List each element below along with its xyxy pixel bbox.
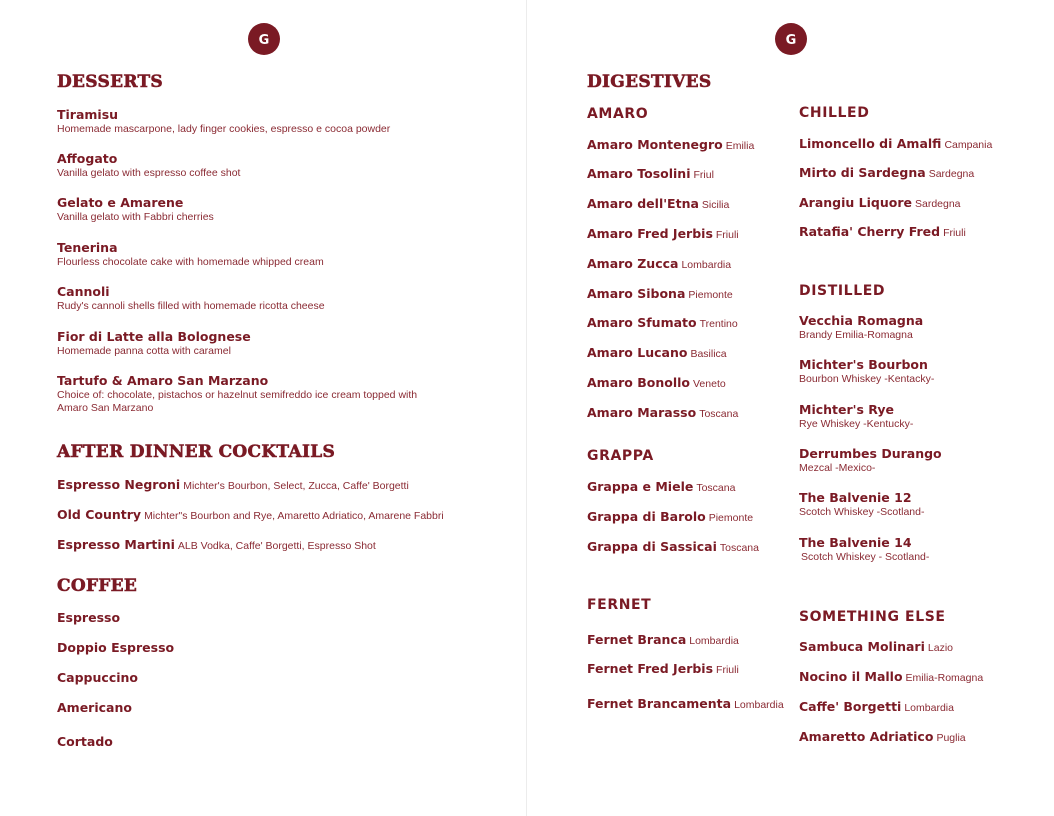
item-origin: Veneto	[693, 378, 726, 390]
coffee-heading: COFFEE	[57, 576, 138, 596]
menu-item	[587, 479, 735, 496]
menu-item	[57, 700, 132, 716]
item-name: Espresso Negroni	[57, 477, 181, 492]
item-name: Amaro Bonollo	[587, 375, 690, 390]
item-name: The Balvenie 14	[799, 535, 912, 550]
something-else-heading: SOMETHING ELSE	[799, 609, 946, 625]
cocktails-heading: AFTER DINNER COCKTAILS	[57, 442, 336, 462]
menu-item	[57, 329, 457, 358]
menu-page-right	[527, 0, 1054, 816]
menu-item	[799, 535, 1039, 564]
item-desc: Vanilla gelato with espresso coffee shot	[57, 167, 241, 179]
menu-item	[57, 284, 457, 313]
item-name: Tenerina	[57, 240, 118, 255]
item-desc: ALB Vodka, Caffe' Borgetti, Espresso Shot	[177, 540, 376, 552]
item-origin: Friul	[693, 169, 714, 181]
item-origin: Sicilia	[701, 199, 730, 211]
item-origin: Toscana	[696, 482, 736, 494]
menu-item	[57, 640, 174, 656]
item-name: Espresso	[57, 610, 121, 625]
menu-item	[799, 699, 954, 716]
item-origin: Lombardia	[904, 702, 954, 714]
menu-item	[799, 224, 966, 241]
item-origin: Friuli	[943, 227, 966, 239]
menu-item	[799, 446, 1039, 475]
item-desc: Choice of: chocolate, pistachos or hazelnut semifreddo ice cream topped with Amaro San Marzano	[57, 389, 418, 414]
menu-item	[587, 315, 738, 332]
item-name: Mirto di Sardegna	[799, 165, 926, 180]
item-name: Amaro Lucano	[587, 345, 688, 360]
item-desc: Homemade panna cotta with caramel	[57, 345, 231, 357]
item-name: Cannoli	[57, 284, 110, 299]
item-origin: Emilia-Romagna	[905, 672, 984, 684]
digestives-heading: DIGESTIVES	[587, 72, 712, 92]
amaro-heading: AMARO	[587, 106, 649, 122]
menu-item	[799, 639, 953, 656]
menu-item	[587, 345, 727, 362]
item-name: Fernet Branca	[587, 632, 687, 647]
item-name: Grappa e Miele	[587, 479, 694, 494]
item-desc: Homemade mascarpone, lady finger cookies, espresso e cocoa powder	[57, 123, 391, 135]
item-name: Amaro Fred Jerbis	[587, 226, 713, 241]
item-origin: Sardegna	[928, 168, 975, 180]
item-origin: Sardegna	[914, 198, 961, 210]
menu-item	[799, 165, 974, 182]
logo-g: G	[248, 23, 280, 55]
menu-item	[587, 509, 753, 526]
item-desc: Michter"s Bourbon and Rye, Amaretto Adriatico, Amarene Fabbri	[144, 510, 444, 522]
menu-item	[799, 729, 966, 746]
item-name: Gelato e Amarene	[57, 195, 184, 210]
menu-item	[799, 669, 983, 686]
item-name: The Balvenie 12	[799, 490, 912, 505]
item-origin: Toscana	[699, 408, 739, 420]
item-desc: Rudy's cannoli shells filled with homemade ricotta cheese	[57, 300, 325, 312]
menu-item	[799, 195, 961, 212]
menu-item	[799, 357, 1039, 386]
item-name: Tiramisu	[57, 107, 119, 122]
item-name: Caffe' Borgetti	[799, 699, 902, 714]
item-name: Tartufo & Amaro San Marzano	[57, 373, 269, 388]
item-name: Amaro Sfumato	[587, 315, 697, 330]
item-desc: Rye Whiskey -Kentucky-	[799, 418, 914, 430]
item-name: Ratafia' Cherry Fred	[799, 224, 941, 239]
item-name: Cappuccino	[57, 670, 138, 685]
menu-item	[587, 137, 754, 154]
menu-item	[57, 240, 457, 269]
menu-item	[57, 670, 138, 686]
item-origin: Friuli	[716, 664, 739, 676]
desserts-heading: DESSERTS	[57, 72, 163, 92]
item-origin: Lombardia	[689, 635, 739, 647]
menu-item	[57, 195, 457, 224]
item-origin: Toscana	[719, 542, 759, 554]
menu-item	[57, 610, 120, 626]
item-origin: Lombardia	[734, 699, 784, 711]
menu-item	[799, 402, 1039, 431]
item-name: Doppio Espresso	[57, 640, 175, 655]
menu-item	[57, 537, 376, 554]
item-name: Amaretto Adriatico	[799, 729, 934, 744]
item-desc: Brandy Emilia-Romagna	[799, 329, 913, 341]
menu-item	[587, 166, 714, 183]
item-origin: Puglia	[936, 732, 966, 744]
chilled-heading: CHILLED	[799, 105, 870, 121]
item-name: Michter's Rye	[799, 402, 894, 417]
menu-item	[57, 373, 437, 415]
item-name: Michter's Bourbon	[799, 357, 928, 372]
distilled-heading: DISTILLED	[799, 283, 886, 299]
item-desc: Scotch Whiskey - Scotland-	[801, 551, 930, 563]
item-name: Fior di Latte alla Bolognese	[57, 329, 251, 344]
item-name: Amaro Zucca	[587, 256, 679, 271]
menu-item	[57, 734, 113, 750]
item-name: Limoncello di Amalfi	[799, 136, 942, 151]
item-desc: Mezcal -Mexico-	[799, 462, 876, 474]
menu-item	[587, 632, 739, 649]
item-name: Amaro dell'Etna	[587, 196, 699, 211]
fernet-heading: FERNET	[587, 597, 652, 613]
item-name: Amaro Tosolini	[587, 166, 691, 181]
item-origin: Lazio	[927, 642, 953, 654]
menu-item	[587, 256, 731, 273]
logo-g: G	[775, 23, 807, 55]
item-name: Amaro Montenegro	[587, 137, 723, 152]
menu-item	[799, 136, 992, 153]
item-name: Sambuca Molinari	[799, 639, 925, 654]
item-origin: Piemonte	[708, 512, 754, 524]
item-desc: Vanilla gelato with Fabbri cherries	[57, 211, 214, 223]
menu-item	[57, 151, 457, 180]
item-name: Espresso Martini	[57, 537, 175, 552]
item-origin: Lombardia	[681, 259, 732, 271]
item-name: Cortado	[57, 734, 113, 749]
item-desc: Bourbon Whiskey -Kentacky-	[799, 373, 935, 385]
item-name: Amaro Sibona	[587, 286, 686, 301]
menu-item	[57, 107, 457, 136]
item-name: Nocino il Mallo	[799, 669, 903, 684]
item-name: Fernet Brancamenta	[587, 696, 732, 711]
item-desc: Scotch Whiskey -Scotland-	[799, 506, 925, 518]
item-name: Fernet Fred Jerbis	[587, 661, 714, 676]
item-name: Grappa di Barolo	[587, 509, 706, 524]
menu-item	[57, 507, 444, 524]
menu-item	[57, 477, 409, 494]
item-name: Arangiu Liquore	[799, 195, 912, 210]
menu-item	[587, 661, 739, 678]
menu-item	[587, 405, 738, 422]
item-origin: Basilica	[690, 348, 727, 360]
item-name: Vecchia Romagna	[799, 313, 924, 328]
menu-item	[587, 196, 729, 213]
item-origin: Trentino	[699, 318, 738, 330]
item-name: Amaro Marasso	[587, 405, 697, 420]
grappa-heading: GRAPPA	[587, 448, 654, 464]
item-origin: Piemonte	[688, 289, 733, 301]
item-name: Grappa di Sassicai	[587, 539, 717, 554]
item-name: Affogato	[57, 151, 118, 166]
item-name: Old Country	[57, 507, 142, 522]
menu-item	[587, 226, 739, 243]
item-name: Derrumbes Durango	[799, 446, 942, 461]
menu-item	[587, 696, 784, 713]
item-name: Americano	[57, 700, 132, 715]
item-desc: Michter's Bourbon, Select, Zucca, Caffe' Borgetti	[183, 480, 409, 492]
menu-item	[799, 313, 1039, 342]
item-desc: Flourless chocolate cake with homemade whipped cream	[57, 256, 324, 268]
menu-item	[587, 375, 726, 392]
menu-item	[587, 539, 759, 556]
menu-item	[799, 490, 1039, 519]
menu-item	[587, 286, 733, 303]
item-origin: Friuli	[715, 229, 739, 241]
item-origin: Campania	[944, 139, 993, 151]
item-origin: Emilia	[725, 140, 755, 152]
